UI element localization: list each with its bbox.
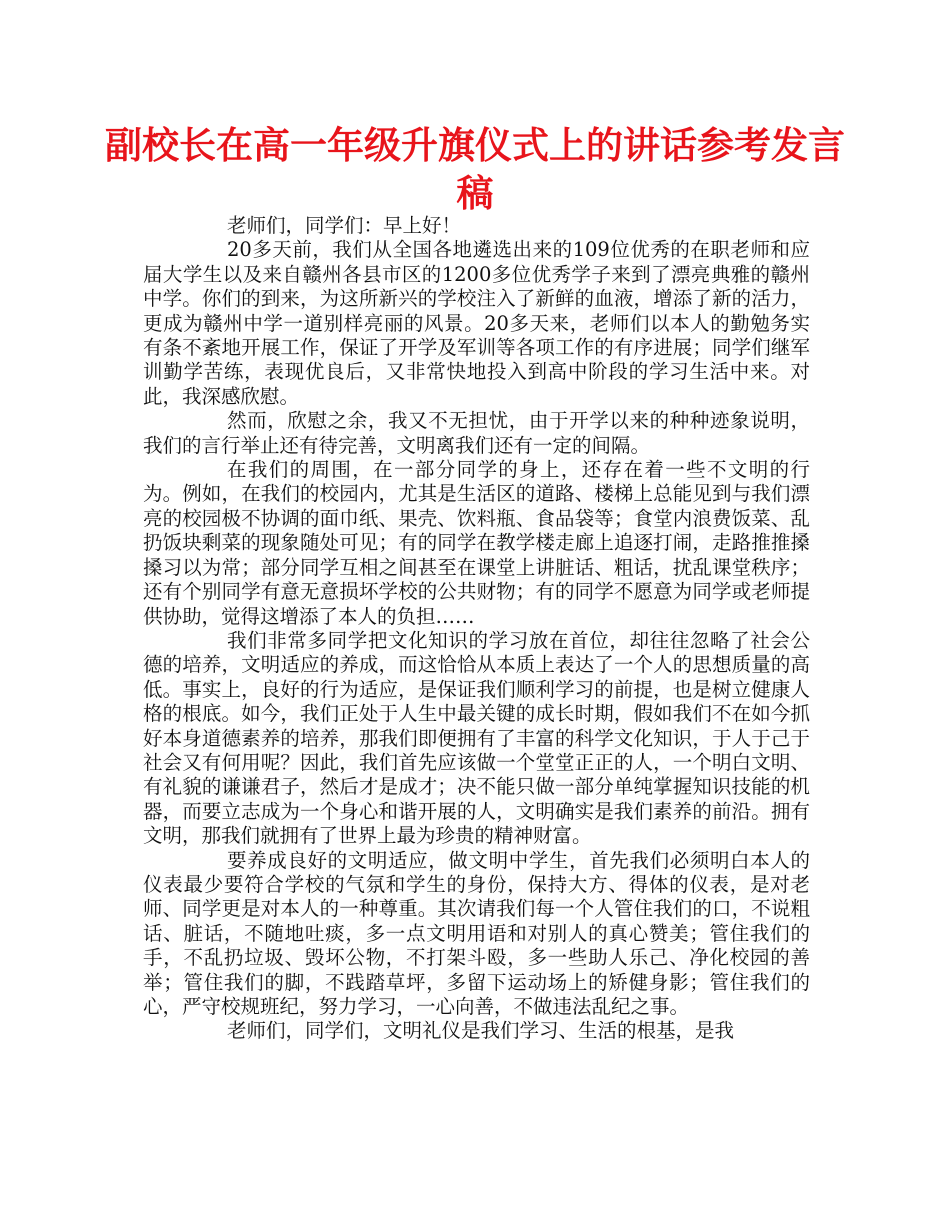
paragraph: 20多天前，我们从全国各地遴选出来的109位优秀的在职老师和应届大学生以及来自赣州各县市区的1200多位优秀学子来到了漂亮典雅的赣州中学。你们的到来，为这所新兴的学校注入了新鲜的血液，增添了新的活力，更成为赣州中学一道别样亮丽的风景。20多天来，老师们以本人的勤勉务实有条不紊地开展工作，保证了开学及军训等各项工作的有序进展；同学们继军训勤学苦练，表现优良后，又非常快地投入到高中阶段的学习生活中来。对此，我深感欣慰。 bbox=[143, 238, 810, 408]
paragraph: 老师们，同学们，文明礼仪是我们学习、生活的根基，是我 bbox=[227, 1019, 735, 1043]
document-title: 副校长在高一年级升旗仪式上的讲话参考发言稿 bbox=[105, 124, 845, 215]
paragraph: 在我们的周围，在一部分同学的身上，还存在着一些不文明的行为。例如，在我们的校园内，尤其是生活区的道路、楼梯上总能见到与我们漂亮的校园极不协调的面巾纸、果壳、饮料瓶、食品袋等；食堂内浪费饭菜、乱扔饭块剩菜的现象随处可见；有的同学在教学楼走廊上追逐打闹，走路推推搡搡习以为常；部分同学互相之间甚至在课堂上讲脏话、粗话，扰乱课堂秩序；还有个别同学有意无意损坏学校的公共财物；有的同学不愿意为同学或老师提供协助，觉得这增添了本人的负担…… bbox=[143, 458, 810, 628]
paragraph: 要养成良好的文明适应，做文明中学生，首先我们必须明白本人的仪表最少要符合学校的气氛和学生的身份，保持大方、得体的仪表，是对老师、同学更是对本人的一种尊重。其次请我们每一个人管住我们的口，不说粗话、脏话，不随地吐痰，多一点文明用语和对别人的真心赞美；管住我们的手，不乱扔垃圾、毁坏公物，不打架斗殴，多一些助人乐己、净化校园的善举；管住我们的脚，不践踏草坪，多留下运动场上的矫健身影；管住我们的心，严守校规班纪，努力学习，一心向善，不做违法乱纪之事。 bbox=[143, 848, 810, 1018]
paragraph-greeting: 老师们，同学们：早上好！ bbox=[227, 214, 462, 237]
document-body bbox=[143, 214, 810, 1044]
paragraph: 然而，欣慰之余，我又不无担忧，由于开学以来的种种迹象说明，我们的言行举止还有待完善，文明离我们还有一定的间隔。 bbox=[143, 409, 810, 457]
paragraph: 我们非常多同学把文化知识的学习放在首位，却往往忽略了社会公德的培养，文明适应的养成，而这恰恰从本质上表达了一个人的思想质量的高低。事实上，良好的行为适应，是保证我们顺利学习的前提，也是树立健康人格的根底。如今，我们正处于人生中最关键的成长时期，假如我们不在如今抓好本身道德素养的培养，那我们即便拥有了丰富的科学文化知识，于人于己于社会又有何用呢？因此，我们首先应该做一个堂堂正正的人，一个明白文明、有礼貌的谦谦君子，然后才是成才；决不能只做一部分单纯掌握知识技能的机器，而要立志成为一个身心和谐开展的人，文明确实是我们素养的前沿。拥有文明，那我们就拥有了世界上最为珍贵的精神财富。 bbox=[143, 628, 810, 848]
